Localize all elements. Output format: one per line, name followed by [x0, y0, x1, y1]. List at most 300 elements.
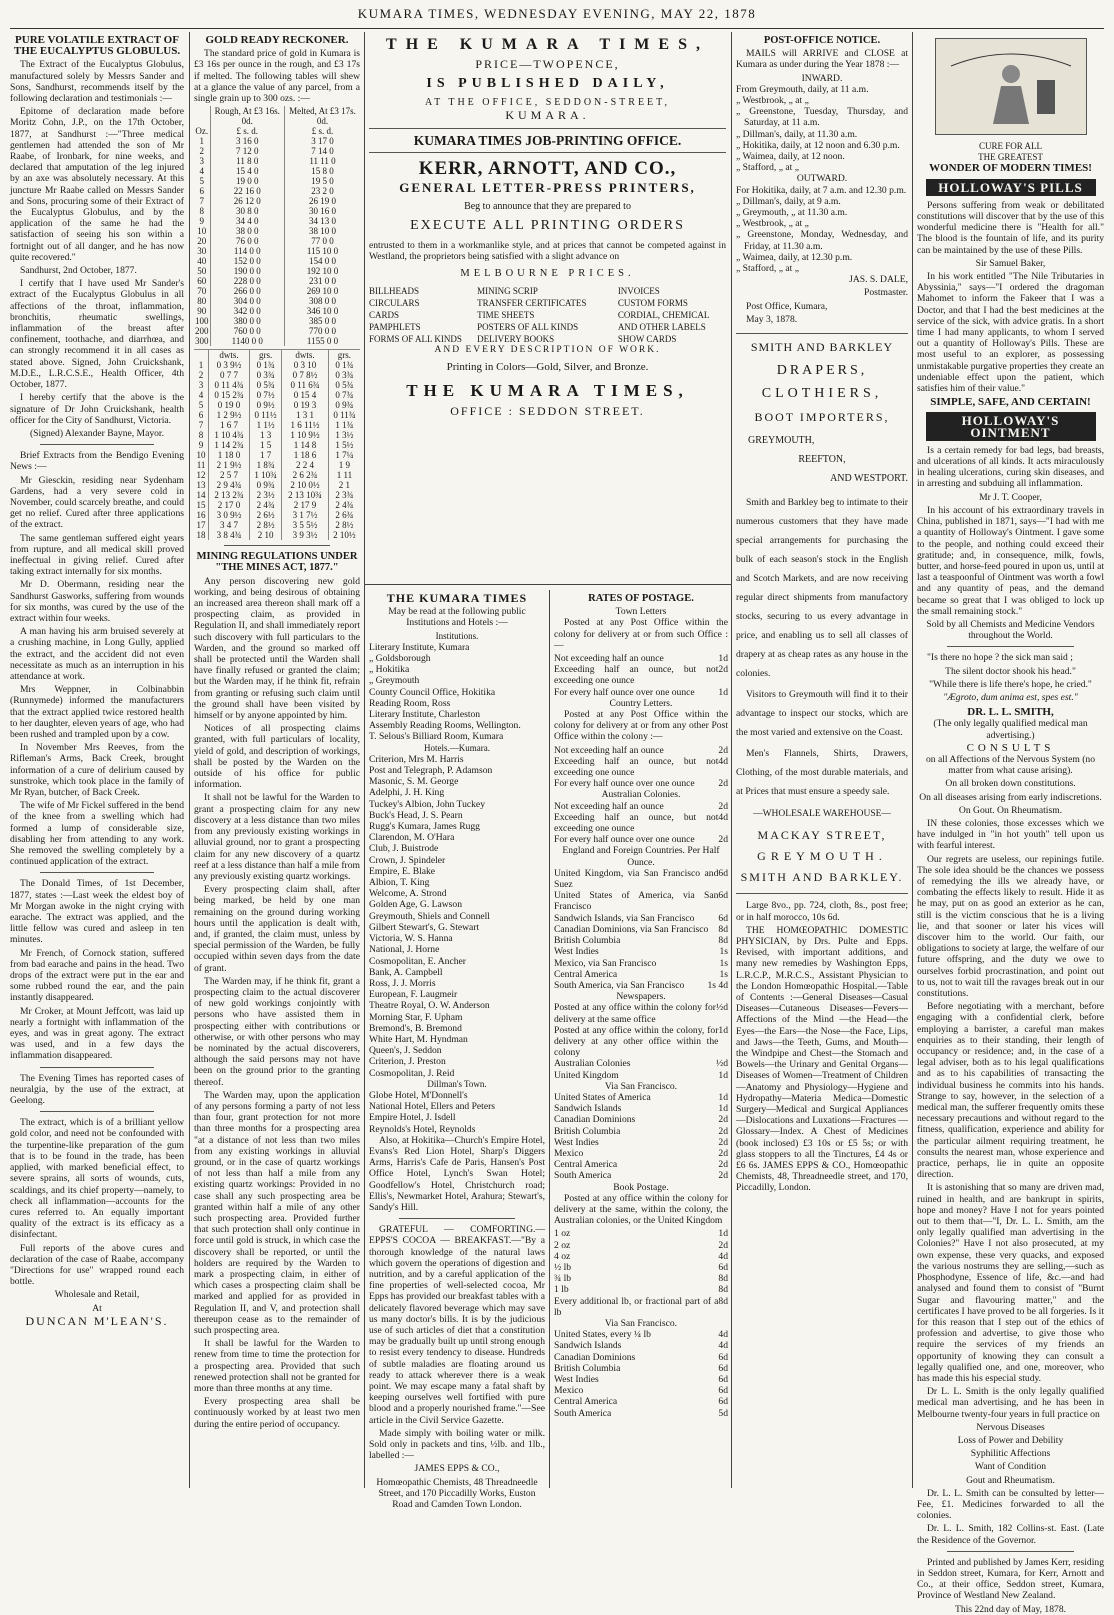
- table-cell: 0 7 7: [209, 370, 250, 380]
- table-cell: 1 10 4¾: [209, 430, 250, 440]
- store-line: —WHOLESALE WAREHOUSE—: [753, 808, 891, 819]
- separator: [736, 333, 908, 334]
- separator: [224, 545, 330, 546]
- table-header: [194, 106, 210, 126]
- office-address: AT THE OFFICE, SEDDON-STREET,: [424, 97, 671, 109]
- subheading: INWARD.: [801, 72, 843, 84]
- table-cell: 2: [198, 370, 204, 381]
- table-cell: 2 10: [249, 530, 281, 540]
- rate-row: [554, 1159, 728, 1170]
- table-cell: 385 0 0: [285, 316, 361, 326]
- paragraph: Beg to announce that they are prepared to: [464, 201, 631, 213]
- table-row: [194, 360, 360, 370]
- table-cell: 2 9 4¾: [209, 480, 250, 490]
- kumara-times-notice: [369, 32, 726, 580]
- table-row: [194, 306, 360, 316]
- table-cell: 1 10 9½: [282, 430, 329, 440]
- paragraph: Dr L. L. Smith is the only legally qualified medical man advertising, and he has been in Melbourne twenty-four years in full practice on: [917, 1386, 1104, 1420]
- rate-value: 1d: [718, 686, 728, 698]
- list-item: Cosmopolitan, J. Reid: [369, 1067, 455, 1079]
- table-row: [194, 226, 360, 236]
- town: KUMARA.: [505, 108, 590, 123]
- table-cell: 0 9¾: [328, 400, 360, 410]
- table-cell: 70: [197, 286, 207, 297]
- table-cell: 1 7: [249, 450, 281, 460]
- rate-row: [554, 1385, 728, 1396]
- list-item: „ Stafford, „ at „: [736, 162, 799, 174]
- table-cell: 2 3½: [249, 490, 281, 500]
- column-gold-reckoner: [194, 32, 360, 1488]
- table-header: grs.: [328, 350, 360, 361]
- rate-label: Posted at any office within the colony for delivery at the same office: [554, 1002, 716, 1025]
- rate-label: United States, every ¼ lb: [554, 1329, 651, 1341]
- paragraph: It is astonishing that so many are driven mad, ruined in health, and are bankrupt in spirits, hope and money? Have I not for years pointed out to them that—"I, Dr. L. L. Smith, am the only legally qualified man advertising in the Colonies?" Have I not also prosecuted, at my own expense, these very quacks, and exposed the various nostrums they are selling,—such as Phosphodyne, Essence of life, &c.—and had analysed and found them to consist of "Burnt Sugar and flavouring matter," and the certificates I have proved to be all forgeries. Is it for this reason that I step out of the ethics of profession and advertise, to give those who require the services of my friends an opportunity of knowing they can consult a legally qualified one, and one, moreover, who has made this his especial study.: [917, 1182, 1104, 1384]
- table-cell: 115 10 0: [285, 246, 361, 256]
- paragraph: Every prospecting claim shall, after being marked, be held by one man remaining on the ground during working hours until the application is dealt with, and, if granted, the claim must, unless by special permission of the Warden, be fully occupied within seven days from the date of grant.: [194, 884, 360, 974]
- list-item: For Hokitika, daily, at 7 a.m. and 12.30 p.m.: [736, 184, 907, 196]
- table-cell: 0 9½: [249, 400, 281, 410]
- store-line: AND WESTPORT.: [830, 473, 908, 485]
- table-cell: 11 11 0: [285, 156, 361, 166]
- table-cell: 2 6¾: [328, 510, 360, 520]
- list-item: Empire, E. Blake: [369, 865, 436, 877]
- table-row: [194, 500, 360, 510]
- list-item: Bremond's, B. Bremond: [369, 1022, 462, 1034]
- list-item: Tuckey's Albion, John Tuckey: [369, 798, 485, 810]
- paragraph: Mr D. Obermann, residing near the Sandhurst Gasworks, suffering from wounds for six months, was cured by the use of the extract within four weeks.: [10, 579, 184, 624]
- table-cell: 23 2 0: [285, 186, 361, 196]
- table-cell: 0 11¾: [328, 410, 360, 420]
- table-cell: 60: [197, 276, 207, 287]
- column-post-office: [736, 32, 908, 1488]
- list-item: „ Waimea, daily, at 12 noon.: [736, 151, 845, 163]
- store-line: MACKAY STREET,: [757, 827, 887, 842]
- list-item: „ Westbrook, „ at „: [736, 218, 809, 230]
- table-cell: 1 14 8: [282, 440, 329, 450]
- table-cell: 9: [199, 216, 204, 227]
- table-cell: 1 2 9½: [209, 410, 250, 420]
- table-row: [194, 196, 360, 206]
- table-cell: 80: [197, 296, 207, 307]
- paragraph: Homœopathic Chemists, 48 Threadneedle Street, and 170 Piccadilly Works, Euston Road and Camden Town London.: [376, 1476, 538, 1511]
- subheading: Dillman's Town.: [427, 1078, 487, 1089]
- rate-row: [554, 834, 728, 845]
- table-cell: 2 13 10¾: [282, 490, 329, 500]
- print-item: CORDIAL, CHEMICAL: [617, 310, 710, 321]
- table-cell: 0 11 6¾: [282, 380, 329, 390]
- table-header: Oz.: [195, 126, 209, 137]
- list-item: „ Hokitika: [369, 664, 410, 676]
- list-item: Theatre Royal, O. W. Anderson: [369, 1000, 490, 1012]
- rate-value: 1d: [718, 1228, 728, 1240]
- store-line: CLOTHIERS,: [761, 386, 883, 402]
- rate-row: [554, 868, 728, 890]
- table-cell: 16: [196, 510, 206, 521]
- rate-value: ½d: [716, 1002, 728, 1014]
- rate-row: [554, 1273, 728, 1284]
- print-item: CIRCULARS: [369, 298, 420, 309]
- table-cell: 5: [198, 400, 204, 411]
- paragraph: May be read at the following public Institutions and Hotels :—: [388, 606, 526, 629]
- table-header: Rough, At £3 16s. 0d.: [210, 106, 285, 126]
- paragraph: The Warden may, upon the application of any persons forming a party of not less than four, grant protection for not more than three months for a prospecting area "at a distance of not less than two miles from any existing workings in alluvial ground, or in the case of quartz workings of not less than half a mile from any existing quartz workings: Provided in no case shall any such prospecting area be granted within half a mile of any other such prospecting area. Provided further that such protection shall only continue in force until gold is struck, in which case the discovery shall be reported, or until the holders are required by the Warden to mark a prospecting claim, in either of which cases a prospecting claim shall be marked and applied for as provided in Regulation II, and V, and protection shall thereupon cease as to the remainder of such prospecting area.: [194, 1089, 360, 1337]
- rate-row: [554, 1148, 728, 1159]
- list-item: Bank, A. Campbell: [369, 966, 443, 978]
- rate-list: [554, 745, 728, 790]
- rate-row: [554, 778, 728, 789]
- table-cell: 26 19 0: [285, 196, 361, 206]
- consults-heading: CONSULTS: [966, 741, 1055, 754]
- table-cell: 2 13 2¾: [209, 490, 250, 500]
- list-item: Welcome, A. Strond: [369, 888, 447, 900]
- table-cell: 1 18 6: [282, 450, 329, 460]
- list-item: Morning Star, F. Upham: [369, 1011, 463, 1023]
- table-cell: 2 6½: [249, 510, 281, 520]
- paragraph: Epitome of declaration made before Moritz Cohn, J.P., on the 17th October, 1877, at Sandhurst :—"Three medical gentlemen had attended the son of Mr Raabe, of Ironbark, for nine weeks, and declared that amputation of the leg injured by an axe was absolutely necessary. At this juncture Mr Raabe called on Messrs Sander and Sons, procuring some of their Extract of the Eucalyptus Globulus, and by the application of the same he had the satisfaction of seeing his son within a fortnight out of all danger, and he has now quite recovered.": [10, 106, 184, 263]
- gold-dwt-table: [194, 349, 360, 540]
- paragraph: Loss of Power and Debility: [957, 1434, 1064, 1446]
- column-divider: [364, 32, 365, 1488]
- table-cell: 3 0 9½: [209, 510, 250, 520]
- paragraph: On all diseases arising from early indiscretions.: [919, 791, 1102, 803]
- table-row: [194, 166, 360, 176]
- subheading: Institutions.: [435, 630, 479, 641]
- rate-value: 1d: [718, 1069, 728, 1081]
- gold-oz-table: [194, 106, 360, 346]
- table-row: [194, 336, 360, 346]
- table-row: [194, 510, 360, 520]
- print-item: TRANSFER CERTIFICATES: [477, 298, 587, 309]
- rate-list: [554, 868, 728, 991]
- list-item: T. Selous's Billiard Room, Kumara: [369, 731, 504, 743]
- list-item: Rugg's Kumara, James Rugg: [369, 821, 480, 833]
- column-read-at: [369, 590, 545, 1511]
- rate-row: [554, 946, 728, 957]
- print-item: PAMPHLETS: [369, 322, 421, 333]
- rate-label: Exceeding half an ounce, but not exceeding one ounce: [554, 811, 719, 835]
- holloways-pills-banner: HOLLOWAY'S PILLS: [926, 179, 1096, 196]
- rate-value: 6d: [718, 1362, 728, 1374]
- rate-row: [554, 1240, 728, 1251]
- list-item: „ Hokitika, daily, at 12 noon and 6.30 p.m.: [736, 139, 900, 151]
- rate-value: 6d: [718, 867, 728, 879]
- table-cell: 76 0 0: [210, 236, 285, 246]
- paragraph: Notices of all prospecting claims granted, with full particulars of locality, yield of gold, and description of workings, shall be posted by the Warden on the outside of his office for public information.: [194, 723, 360, 791]
- list-item: Literary Institute, Kumara: [369, 641, 470, 653]
- table-row: [194, 390, 360, 400]
- table-header: dwts.: [282, 350, 329, 361]
- table-cell: 6: [199, 186, 204, 197]
- rate-row: [554, 1374, 728, 1385]
- rate-value: 6d: [718, 1261, 728, 1273]
- rate-label: For every half ounce over one ounce: [554, 686, 695, 698]
- table-header: £ s. d.: [285, 126, 361, 136]
- list-item: „ Greymouth, „ at 11.30 a.m.: [736, 207, 848, 219]
- table-cell: 2: [199, 146, 204, 157]
- rate-label: Exceeding half an ounce, but not exceeding one ounce: [554, 755, 719, 779]
- table-cell: 2 17 9: [282, 500, 329, 510]
- subheading: Newspapers.: [616, 991, 666, 1003]
- rate-row: [554, 653, 728, 664]
- print-item: BILLHEADS: [369, 286, 419, 297]
- list-item: Club, J. Buistrode: [369, 843, 439, 855]
- section-rule: [364, 584, 732, 585]
- list-item: Albion, T. King: [369, 877, 430, 889]
- table-row: [194, 236, 360, 246]
- paragraph: MAILS will ARRIVE and CLOSE at Kumara as under during the Year 1878 :—: [736, 48, 908, 71]
- read-at-title: THE KUMARA TIMES: [386, 591, 528, 605]
- rate-row: [554, 935, 728, 946]
- subheading: OUTWARD.: [796, 173, 848, 185]
- paragraph: The extract, which is of a brilliant yellow gold color, and need not be confounded with the turpentine-like preparation of the gum that is to be found in the trade, has been applied, with marked beneficial effect, to severe sprains, all sorts of wounds, cuts, scaldings, and its chief property—namely, to check all inflammation—accounts for the cures referred to. An equally important quality of the extract is its efficacy as a disinfectant.: [10, 1117, 184, 1241]
- rate-value: 4d: [718, 755, 728, 767]
- rate-value: 2d: [718, 1136, 728, 1148]
- paragraph: Posted at any office within the colony for delivery at the same, within the colony, the Australian colonies, or the United Kingdom: [554, 1192, 728, 1227]
- table-cell: 2 6 2¾: [282, 470, 329, 480]
- table-cell: 7: [199, 196, 204, 207]
- table-cell: 0 9¾: [249, 480, 281, 490]
- table-cell: 0 3¾: [328, 370, 360, 380]
- table-row: [194, 326, 360, 336]
- paragraph: Our regrets are useless, our repinings futile. The sole idea should be the chances we possess of remedying the ills we already have, or combating the effects likely to result. Hide it as he may, put on as good an exterior as he can, still is the victim conscious that he is a living lie, and that sooner or later his vices will discover him to the world. Our faith, our obligations to society at large, the welfare of our future offspring, and the duty we owe to ourselves forbid procrastination, and point out to us, not to wait till the ravages break out in our constitutions.: [917, 853, 1104, 1000]
- rate-row: [554, 1170, 728, 1181]
- rate-row: [554, 1114, 728, 1125]
- table-header: grs.: [249, 350, 281, 361]
- table-cell: 3: [199, 156, 204, 167]
- list-item: Criterion, Mrs M. Harris: [369, 753, 464, 765]
- paragraph: THE HOMŒOPATHIC DOMESTIC PHYSICIAN, by Drs. Pulte and Epps. Revised, with important additions, and many new remedies by Washington Epps, L.R.C.P., M.R.C.S., Assistant Physician to the London Homœopathic Hospital.—Table of Contents :—General Diseases—Casual Diseases—Cutaneous Diseases—Fevers—Affections of the Mind —the Head—the Eyes—the Ears—the Nose—the Face, Lips, and Jaws—the Teeth, Gums, and Mouth—the Windpipe and Chest—the Stomach and Bowels—the Urinary and Genital Organs—Diseases of Women—Treatment of Children—Anatomy and Physiology—Hygiene and Hydropathy—Materia Medica—Domestic Surgery—Medical and Surgical Appliances —Dislocations and Luxations—Fractures —Glossary—Index. A Chest of Medicines (book inclosed) £3 10s or £5 5s; or with glass stoppers to all the Tinctures, £4 4s or £6 6s. JAMES EPPS & CO., Homœopathic Chemists, 48, Threadneedle street, and 170, Piccadilly, London.: [736, 924, 908, 1194]
- paragraph: Also, at Hokitika—Church's Empire Hotel, Evans's Red Lion Hotel, Sharp's Diggers Arms, Harris's Cafe de Paris, Hansen's Post Office Hotel, Lynch's Swan Hotel; Goodfellow's Hotel, Christchurch road; Ellis's, Newmarket Hotel, Arahura; Stewart's, Sandy's Hill.: [369, 1134, 545, 1213]
- rate-label: South America: [554, 1407, 612, 1419]
- paragraph: Mr French, of Cornock station, suffered from bad earache and pains in the head. Two drops of the extract were put in the ear and some rubbed round the ear, and the pain instantly disappeared.: [10, 947, 184, 1004]
- list-item: Cosmopolitan, E. Ancher: [369, 955, 466, 967]
- rate-value: 8d: [718, 1273, 728, 1285]
- table-cell: 266 0 0: [210, 286, 285, 296]
- separator: [947, 1551, 1074, 1552]
- paragraph: Large 8vo., pp. 724, cloth, 8s., post free; or in half morocco, 10s 6d.: [736, 900, 908, 923]
- rate-row: [554, 1284, 728, 1295]
- table-cell: 0 1¾: [249, 360, 281, 370]
- list-item: Empire Hotel, J. Isdell: [369, 1112, 456, 1124]
- rate-row: [554, 980, 728, 991]
- table-cell: 3 1 7½: [282, 510, 329, 520]
- table-cell: 2 1: [328, 480, 360, 490]
- table-row: [194, 246, 360, 256]
- rate-label: British Columbia: [554, 1125, 621, 1137]
- table-cell: 4: [199, 166, 204, 177]
- rate-value: 1d: [718, 653, 728, 665]
- rate-row: [554, 913, 728, 924]
- table-cell: 346 10 0: [285, 306, 361, 316]
- table-row: [194, 156, 360, 166]
- table-row: [194, 276, 360, 286]
- table-row: [194, 410, 360, 420]
- store-line: REEFTON,: [798, 454, 846, 466]
- print-item: TIME SHEETS: [477, 310, 535, 321]
- table-cell: 2 5 7: [209, 470, 250, 480]
- table-row: [194, 146, 360, 156]
- table-cell: 2 10½: [328, 530, 360, 540]
- paragraph: The Evening Times has reported cases of neuralgia, by the use of the extract, at Geelong.: [10, 1072, 184, 1107]
- table-cell: 8: [199, 206, 204, 217]
- table-cell: 2 4¾: [328, 500, 360, 510]
- paragraph: entrusted to them in a workmanlike style, and at prices that cannot be competed against in Westland, the proprietors being satisfied with a slight advance on: [369, 239, 726, 262]
- rate-row: [554, 969, 728, 980]
- table-row: [194, 380, 360, 390]
- rate-label: South America, via San Francisco: [554, 979, 685, 991]
- table-cell: 342 0 0: [210, 306, 285, 316]
- list-item: County Council Office, Hokitika: [369, 686, 496, 698]
- table-header: £ s. d.: [210, 126, 285, 136]
- subheading: Country Letters.: [609, 697, 673, 709]
- rate-label: West Indies: [554, 1374, 599, 1386]
- rate-list: [554, 653, 728, 698]
- table-cell: 1 18 0: [209, 450, 250, 460]
- paragraph: In his work entitled "The Nile Tributaries in Abyssinia," says—"I ordered the dragoman Mahomet to inform the Fakeer that I was a Doctor, and that I had the best medicines at the service of the sick, with advice gratis. In a short time I had many applicants, to whom I served out a quantity of Holloway's Pills. These are most useful to an explorer, as possessing unmistakable purgative properties they create an undeniable effect upon the patient, which satisfies him of their value.": [917, 271, 1104, 395]
- table-cell: 770 0 0: [285, 326, 361, 336]
- rate-row: [554, 745, 728, 756]
- table-row: [194, 480, 360, 490]
- rate-row: [554, 1296, 728, 1318]
- rate-label: Central America: [554, 1396, 618, 1408]
- table-cell: 22 16 0: [210, 186, 285, 196]
- table-row: [194, 520, 360, 530]
- paragraph: The Donald Times, of 1st December, 1877, states :—Last week the eldest boy of Mr Morgan awoke in the night crying with earache. The extract was applied, and the little fellow was cured and asleep in ten minutes.: [10, 878, 184, 946]
- paragraph: Sold by all Chemists and Medicine Vendors throughout the World.: [926, 618, 1095, 642]
- paragraph: The same gentleman suffered eight years from rupture, and all medical skill proved ineffectual in giving relief. Cured after taking extract internally for six months.: [10, 532, 184, 578]
- list-item: „ Greenstone, Tuesday, Thursday, and Saturday, at 11 a.m.: [736, 106, 908, 129]
- gold-reckoner-title: GOLD READY RECKONER.: [205, 34, 349, 46]
- table-row: [194, 430, 360, 440]
- table-cell: 2 3¾: [328, 490, 360, 500]
- rate-label: Central America: [554, 968, 618, 980]
- eucalyptus-title: PURE VOLATILE EXTRACT OF THE EUCALYPTUS GLOBULUS.: [13, 34, 181, 58]
- print-item-row: [369, 333, 726, 345]
- list-item: Victoria, W. S. Hanna: [369, 933, 453, 945]
- imprint: Printed and published by James Kerr, residing in Seddon street, Kumara, for Kerr, Arnott and Co., at their office, Seddon street, Kumara, Province of Westland New Zealand.: [917, 1556, 1104, 1602]
- print-item-row: [369, 309, 726, 321]
- table-row: [194, 470, 360, 480]
- table-header: Melted, At £3 17s. 0d.: [285, 106, 361, 126]
- rate-label: Posted at any office within the colony, for delivery at any other office within the colony: [554, 1024, 719, 1059]
- list-item: „ Dillman's, daily, at 11.30 a.m.: [736, 128, 858, 140]
- table-cell: 19 5 0: [285, 176, 361, 186]
- list-item: Adelphi, J. H. King: [369, 787, 445, 799]
- printing-colors: Printing in Colors—Gold, Silver, and Bronze.: [446, 361, 649, 374]
- table-cell: 269 10 0: [285, 286, 361, 296]
- paper-title: THE KUMARA TIMES,: [386, 36, 709, 53]
- top-rule: [10, 28, 1104, 29]
- paragraph: The Warden may, if he think fit, grant a prospecting claim to the actual discoverer of new gold workings conjointly with persons who have assisted them in prospecting either with contributions or otherwise, or with other persons who may be nominated by the actual discoverers, although the said persons may not have been on the ground prior to the granting thereof.: [194, 975, 360, 1088]
- rate-value: 6d: [718, 1374, 728, 1386]
- table-cell: 14: [196, 490, 206, 501]
- rate-label: 1 lb: [554, 1284, 569, 1296]
- rate-value: 2d: [718, 1114, 728, 1126]
- table-cell: 1 9: [328, 460, 360, 470]
- table-cell: 7 12 0: [210, 146, 285, 156]
- list-item: Crown, J. Spindeler: [369, 854, 446, 866]
- rate-value: 2d: [718, 1239, 728, 1251]
- paragraph: The Extract of the Eucalyptus Globulus, manufactured solely by Messrs Sander and Sons, Sandhurst, recommends itself by the following declaration and testimonials :—: [10, 59, 184, 105]
- table-row: [194, 176, 360, 186]
- table-cell: 1 5½: [328, 440, 360, 450]
- rate-value: 2d: [718, 778, 728, 790]
- rate-label: Mexico: [554, 1385, 584, 1397]
- rate-label: British Columbia: [554, 935, 621, 947]
- rate-value: 4d: [718, 1329, 728, 1341]
- rate-value: 4d: [718, 811, 728, 823]
- table-row: [194, 490, 360, 500]
- rate-value: 2d: [718, 1147, 728, 1159]
- print-item: MINING SCRIP: [477, 286, 538, 297]
- table-cell: 308 0 0: [285, 296, 361, 306]
- rate-label: Exceeding half an ounce, but not exceeding one ounce: [554, 664, 719, 687]
- separator: [399, 1218, 515, 1219]
- paragraph: Sir Samuel Baker,: [975, 257, 1046, 269]
- table-cell: 18: [196, 530, 206, 541]
- paragraph: May 3, 1878.: [746, 313, 798, 325]
- table-cell: 1 7¼: [328, 450, 360, 460]
- paragraph: "Is there no hope ? the sick man said ;: [927, 652, 1073, 664]
- table-row: [194, 286, 360, 296]
- rate-label: 4 oz: [554, 1250, 571, 1262]
- paragraph: Made simply with boiling water or milk. Sold only in packets and tins, ½lb. and 1lb., labelled :—: [369, 1427, 545, 1462]
- table-cell: 30: [197, 246, 207, 257]
- subheading: Hotels.—Kumara.: [424, 742, 490, 753]
- rate-label: Every additional lb, or fractional part of a lb: [554, 1295, 719, 1318]
- rate-list: [554, 1092, 728, 1182]
- rate-label: Mexico, via San Francisco: [554, 957, 657, 969]
- paragraph: Before negotiating with a merchant, before engaging with a confidential clerk, before employing a barrister, a careful man makes enquiries as to their standing, their length of occupancy or residence; and, in the case of a legal adviser, both as to his legal qualifications and as to his capabilities of transacting the individual business he commits into his hands. Strange to say, however, in the selection of a medical man, the sufferer frequently omits these necessary precautions and without regard to the fitness, qualification, experience and ability for the particular ailment requiring treatment, he consults the nearest man, whose experience and practice, perhaps, lie in quite an opposite direction.: [917, 1001, 1104, 1181]
- rate-row: [554, 1251, 728, 1262]
- table-cell: 1 3 1: [282, 410, 329, 420]
- table-cell: 0 7¾: [328, 390, 360, 400]
- table-cell: 1 14 2¾: [209, 440, 250, 450]
- table-cell: 10: [197, 226, 207, 237]
- rate-value: 2d: [718, 800, 728, 812]
- column-eucalyptus: [10, 32, 184, 1488]
- table-cell: 0 11½: [249, 410, 281, 420]
- table-cell: 3 17 0: [285, 136, 361, 146]
- paragraph: Persons suffering from weak or debilitated constitutions will discover that by the use of this wonderful medicine there is "Health for all." The blood is the fountain of life, and its purity can be maintained by the use of these Pills.: [917, 199, 1104, 256]
- table-cell: 26 12 0: [210, 196, 285, 206]
- paragraph: Posted at any Post Office within the colony for delivery at or from any other Post Office within the colony :—: [554, 709, 728, 743]
- rate-label: 2 oz: [554, 1239, 571, 1251]
- table-cell: 760 0 0: [210, 326, 285, 336]
- rate-row: [554, 1363, 728, 1374]
- rate-value: 6d: [718, 890, 728, 902]
- rate-row: [554, 1058, 728, 1069]
- rate-row: [554, 1408, 728, 1419]
- paragraph: Mr J. T. Cooper,: [979, 491, 1042, 503]
- table-cell: 77 0 0: [285, 236, 361, 246]
- price: PRICE—TWOPENCE,: [475, 57, 620, 71]
- list-item: European, F. Laugmeir: [369, 989, 458, 1001]
- holloways-ointment-banner: HOLLOWAY'S OINTMENT: [926, 412, 1096, 440]
- list-item: Literary Institute, Charleston: [369, 709, 481, 721]
- rate-label: United Kingdom: [554, 1069, 619, 1081]
- print-item-row: [369, 297, 726, 309]
- store-line: DRAPERS,: [776, 363, 868, 379]
- table-cell: 0 3¾: [249, 370, 281, 380]
- separator: [40, 444, 154, 445]
- rate-label: ¾ lb: [554, 1273, 572, 1285]
- wonder-heading: WONDER OF MODERN TIMES!: [929, 162, 1092, 175]
- masthead: KUMARA TIMES, WEDNESDAY EVENING, MAY 22, 1878: [357, 6, 757, 21]
- table-cell: 1: [198, 360, 204, 371]
- print-item: AND OTHER LABELS: [617, 322, 706, 333]
- rate-value: 1d: [718, 1091, 728, 1103]
